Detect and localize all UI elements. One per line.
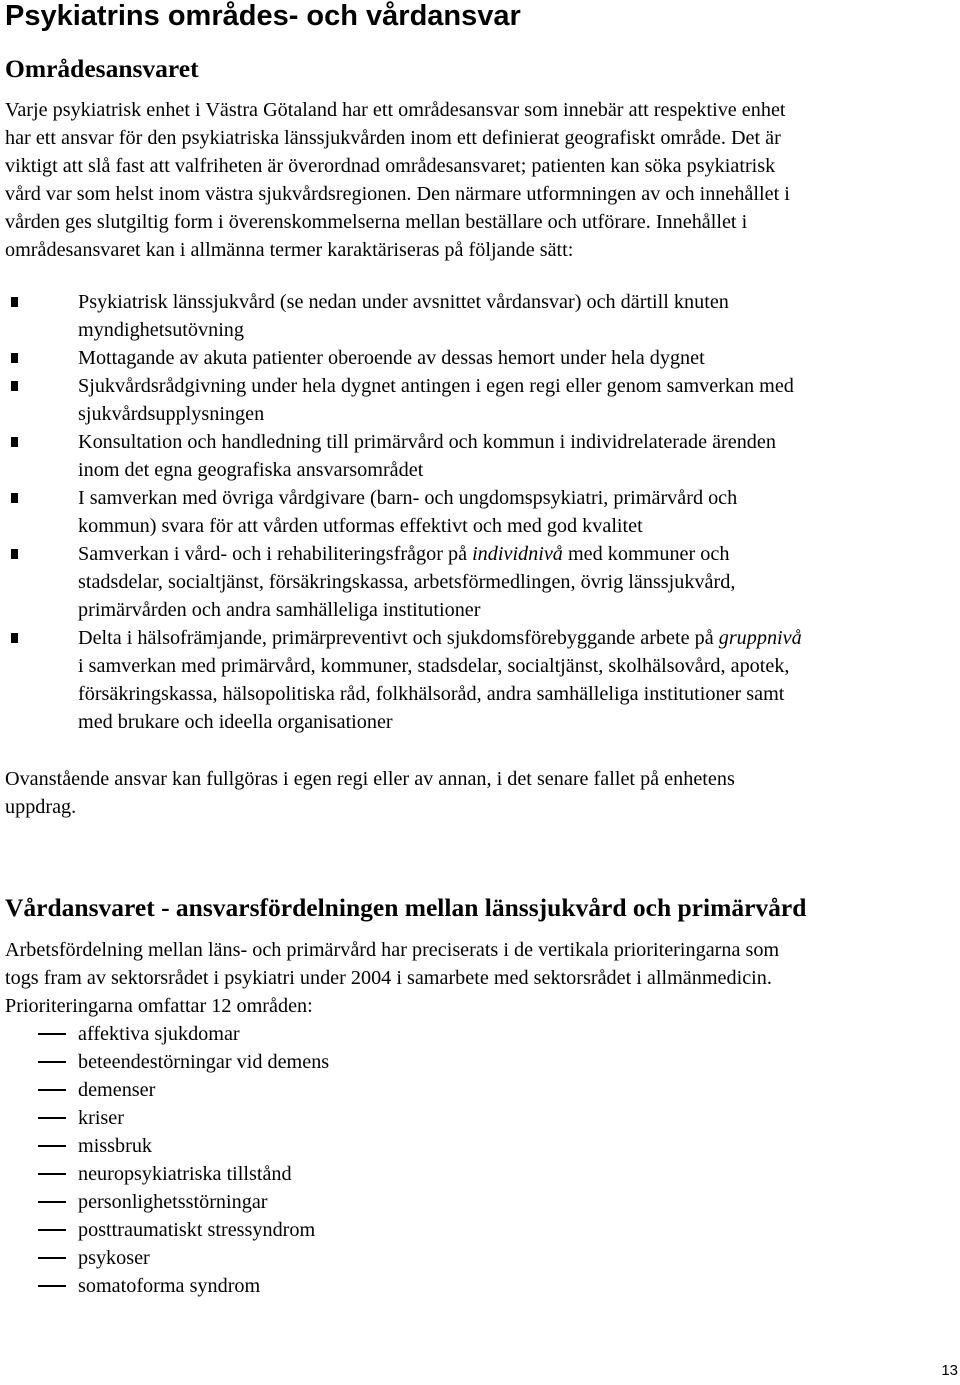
square-bullet-icon [11, 493, 18, 503]
text-line: stadsdelar, socialtjänst, försäkringskassa, arbetsförmedlingen, övrig länssjukvård, [78, 571, 736, 593]
dash-bullet-icon [38, 1257, 66, 1259]
dash-bullet-icon [38, 1061, 66, 1063]
emphasis-text: individnivå [472, 543, 563, 565]
emphasis-text: gruppnivå [718, 627, 802, 649]
square-bullet-icon [11, 353, 18, 363]
list-item [5, 484, 802, 540]
text-line: Ovanstående ansvar kan fullgöras i egen regi eller av annan, i det senare fallet på enhetens [5, 768, 735, 790]
text-line: inom det egna geografiska ansvarsområdet [78, 459, 424, 481]
text-line: Psykiatrisk länssjukvård (se nedan under avsnittet vårdansvar) och därtill knuten [78, 291, 729, 313]
area-label: posttraumatiskt stressyndrom [78, 1219, 316, 1241]
text-line: I samverkan med övriga vårdgivare (barn- och ungdomspsykiatri, primärvård och [78, 487, 738, 509]
text-line: myndighetsutövning [78, 319, 244, 341]
text-line: Sjukvårdsrådgivning under hela dygnet antingen i egen regi eller genom samverkan med [78, 375, 794, 397]
text-line [78, 540, 802, 568]
text-line: vård var som helst inom västra sjukvårdsregionen. Den närmare utformningen av och innehållet i [5, 183, 790, 205]
square-bullet-icon [11, 437, 18, 447]
page-title: Psykiatrins områdes- och vårdansvar [5, 0, 521, 32]
dash-bullet-icon [38, 1229, 66, 1231]
text-line: kommun) svara för att vården utformas effektivt och med god kvalitet [78, 515, 643, 537]
dash-bullet-icon [38, 1033, 66, 1035]
list-item [5, 1020, 329, 1048]
area-label: somatoforma syndrom [78, 1275, 261, 1297]
text-run: Delta i hälsofrämjande, primärpreventivt och sjukdomsförebyggande arbete på [78, 627, 719, 649]
text-run: med kommuner och [562, 543, 730, 565]
text-line: har ett ansvar för den psykiatriska länssjukvården inom ett definierat geografiskt område. Det är [5, 127, 781, 149]
list-item [5, 1216, 329, 1244]
text-line: Mottagande av akuta patienter oberoende av dessas hemort under hela dygnet [78, 347, 705, 369]
list-item [5, 1104, 329, 1132]
list-item [5, 1188, 329, 1216]
list-item [5, 1160, 329, 1188]
text-line: Arbetsfördelning mellan läns- och primärvård har preciserats i de vertikala prioriteringarna som [5, 939, 780, 961]
text-run: Samverkan i vård- och i rehabiliteringsfrågor på [78, 543, 473, 565]
list-item [5, 624, 802, 736]
text-line: uppdrag. [5, 796, 77, 818]
text-line: försäkringskassa, hälsopolitiska råd, folkhälsoråd, andra samhälleliga institutioner samt [78, 683, 785, 705]
area-label: personlighetsstörningar [78, 1191, 268, 1213]
text-line: primärvården och andra samhälleliga institutioner [78, 599, 481, 621]
area-label: beteendestörningar vid demens [78, 1051, 330, 1073]
dash-bullet-icon [38, 1285, 66, 1287]
list-item [5, 1272, 329, 1300]
omradesansvaret-closing [5, 765, 950, 821]
square-bullet-icon [11, 633, 18, 643]
vardansvaret-intro [5, 936, 950, 1020]
list-item [5, 1132, 329, 1160]
list-item [5, 344, 802, 372]
responsibility-bullet-list [5, 288, 802, 736]
square-bullet-icon [11, 297, 18, 307]
list-item [5, 1244, 329, 1272]
list-item [5, 1048, 329, 1076]
square-bullet-icon [11, 381, 18, 391]
dash-bullet-icon [38, 1117, 66, 1119]
priority-areas-list [5, 1020, 329, 1300]
area-label: kriser [78, 1107, 124, 1129]
list-item [5, 288, 802, 344]
text-line [78, 624, 802, 652]
text-line: Konsultation och handledning till primärvård och kommun i individrelaterade ärenden [78, 431, 776, 453]
dash-bullet-icon [38, 1145, 66, 1147]
square-bullet-icon [11, 549, 18, 559]
dash-bullet-icon [38, 1201, 66, 1203]
area-label: neuropsykiatriska tillstånd [78, 1163, 292, 1185]
page-number: 13 [941, 1362, 958, 1379]
text-line: viktigt att slå fast att valfriheten är överordnad områdesansvaret; patienten kan söka psykiatrisk [5, 155, 776, 177]
dash-bullet-icon [38, 1173, 66, 1175]
area-label: affektiva sjukdomar [78, 1023, 240, 1045]
section-heading-vardansvaret: Vårdansvaret - ansvarsfördelningen mellan länssjukvård och primärvård [5, 893, 807, 922]
list-item [5, 540, 802, 624]
text-line: togs fram av sektorsrådet i psykiatri under 2004 i samarbete med sektorsrådet i allmänmedicin. [5, 967, 772, 989]
area-label: psykoser [78, 1247, 150, 1269]
section-heading-omradesansvaret: Områdesansvaret [5, 54, 199, 83]
text-line: Varje psykiatrisk enhet i Västra Götaland har ett områdesansvar som innebär att respektive enhet [5, 99, 786, 121]
dash-bullet-icon [38, 1089, 66, 1091]
area-label: demenser [78, 1079, 156, 1101]
text-line: i samverkan med primärvård, kommuner, stadsdelar, socialtjänst, skolhälsovård, apotek, [78, 655, 790, 677]
list-item [5, 1076, 329, 1104]
area-label: missbruk [78, 1135, 153, 1157]
text-line: områdesansvaret kan i allmänna termer karaktäriseras på följande sätt: [5, 239, 574, 261]
text-line: med brukare och ideella organisationer [78, 711, 393, 733]
text-line: vården ges slutgiltig form i överenskommelserna mellan beställare och utförare. Innehållet i [5, 211, 748, 233]
list-item [5, 428, 802, 484]
text-line: sjukvårdsupplysningen [78, 403, 265, 425]
text-line: Prioriteringarna omfattar 12 områden: [5, 995, 313, 1017]
list-item [5, 372, 802, 428]
omradesansvaret-intro [5, 96, 950, 264]
